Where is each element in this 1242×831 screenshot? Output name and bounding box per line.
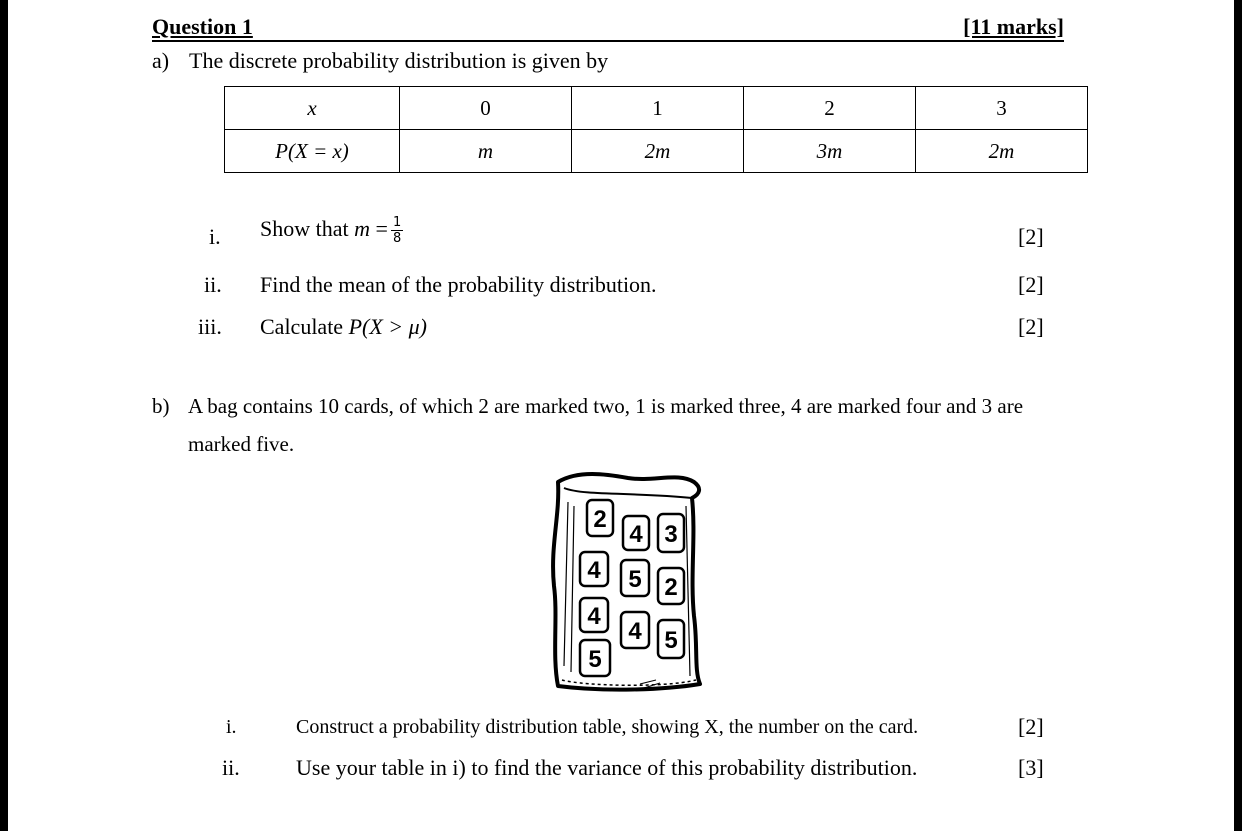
item-b-ii-text: Use your table in i) to find the variance of this probability distribution. bbox=[296, 755, 918, 780]
item-marks: [2] bbox=[1018, 714, 1044, 739]
item-b-i-text: Construct a probability distribution table, showing X, the number on the card. bbox=[296, 716, 919, 738]
card-number: 4 bbox=[628, 618, 642, 645]
card-bag-illustration bbox=[544, 466, 706, 694]
table-cell: m bbox=[400, 130, 572, 173]
table-cell: 2 bbox=[744, 87, 916, 130]
card-number: 4 bbox=[587, 603, 601, 630]
item-a-ii-text: Find the mean of the probability distribution. bbox=[260, 272, 657, 297]
item-marks: [2] bbox=[1018, 272, 1044, 297]
card-number: 5 bbox=[664, 627, 678, 654]
table-cell: 1 bbox=[572, 87, 744, 130]
part-a-label: a) bbox=[152, 48, 170, 73]
probability-distribution-table bbox=[224, 86, 1088, 173]
card bbox=[580, 598, 608, 632]
item-marks: [2] bbox=[1018, 314, 1044, 339]
total-marks: [11 marks] bbox=[963, 14, 1064, 39]
card bbox=[623, 516, 649, 550]
card bbox=[580, 640, 610, 676]
fraction: $\frac{1}{8}$ bbox=[392, 215, 402, 247]
table-row-x bbox=[225, 87, 1088, 130]
item-a-i-text: Show that m = $\frac{1}{8}$ bbox=[260, 215, 402, 247]
card-number: 4 bbox=[629, 521, 643, 548]
table-cell: 0 bbox=[400, 87, 572, 130]
part-b-intro-line1: A bag contains 10 cards, of which 2 are marked two, 1 is marked three, 4 are marked four and 3 are bbox=[188, 394, 1024, 418]
part-b-label: b) bbox=[152, 394, 170, 418]
item-number: i. bbox=[209, 224, 221, 249]
item-number: iii. bbox=[198, 314, 222, 339]
card bbox=[658, 568, 684, 604]
item-number: ii. bbox=[222, 755, 240, 780]
question-page bbox=[8, 0, 1234, 831]
part-a-intro: The discrete probability distribution is given by bbox=[189, 48, 609, 73]
question-header bbox=[152, 14, 1064, 42]
table-header-x: x bbox=[225, 87, 400, 130]
item-marks: [2] bbox=[1018, 224, 1044, 249]
card bbox=[580, 552, 608, 586]
card-number: 2 bbox=[593, 506, 607, 533]
card bbox=[658, 514, 684, 552]
table-row-probability bbox=[225, 130, 1088, 173]
table-header-probability: P(X = x) bbox=[225, 130, 400, 173]
card bbox=[587, 500, 613, 536]
card bbox=[621, 612, 649, 648]
item-a-iii-text: Calculate P(X > μ) bbox=[260, 314, 427, 339]
item-number: ii. bbox=[204, 272, 222, 297]
item-marks: [3] bbox=[1018, 755, 1044, 780]
card bbox=[658, 620, 684, 658]
table-cell: 2m bbox=[572, 130, 744, 173]
card-number: 3 bbox=[664, 521, 678, 548]
question-title: Question 1 bbox=[152, 14, 253, 39]
item-number: i. bbox=[226, 716, 237, 738]
card-number: 4 bbox=[587, 557, 601, 584]
card bbox=[621, 560, 649, 596]
table-cell: 3 bbox=[916, 87, 1088, 130]
card-number: 5 bbox=[588, 646, 602, 673]
card-number: 5 bbox=[628, 566, 642, 593]
table-cell: 2m bbox=[916, 130, 1088, 173]
part-b-intro-line2: marked five. bbox=[188, 432, 295, 456]
table-cell: 3m bbox=[744, 130, 916, 173]
card-number: 2 bbox=[664, 574, 678, 601]
